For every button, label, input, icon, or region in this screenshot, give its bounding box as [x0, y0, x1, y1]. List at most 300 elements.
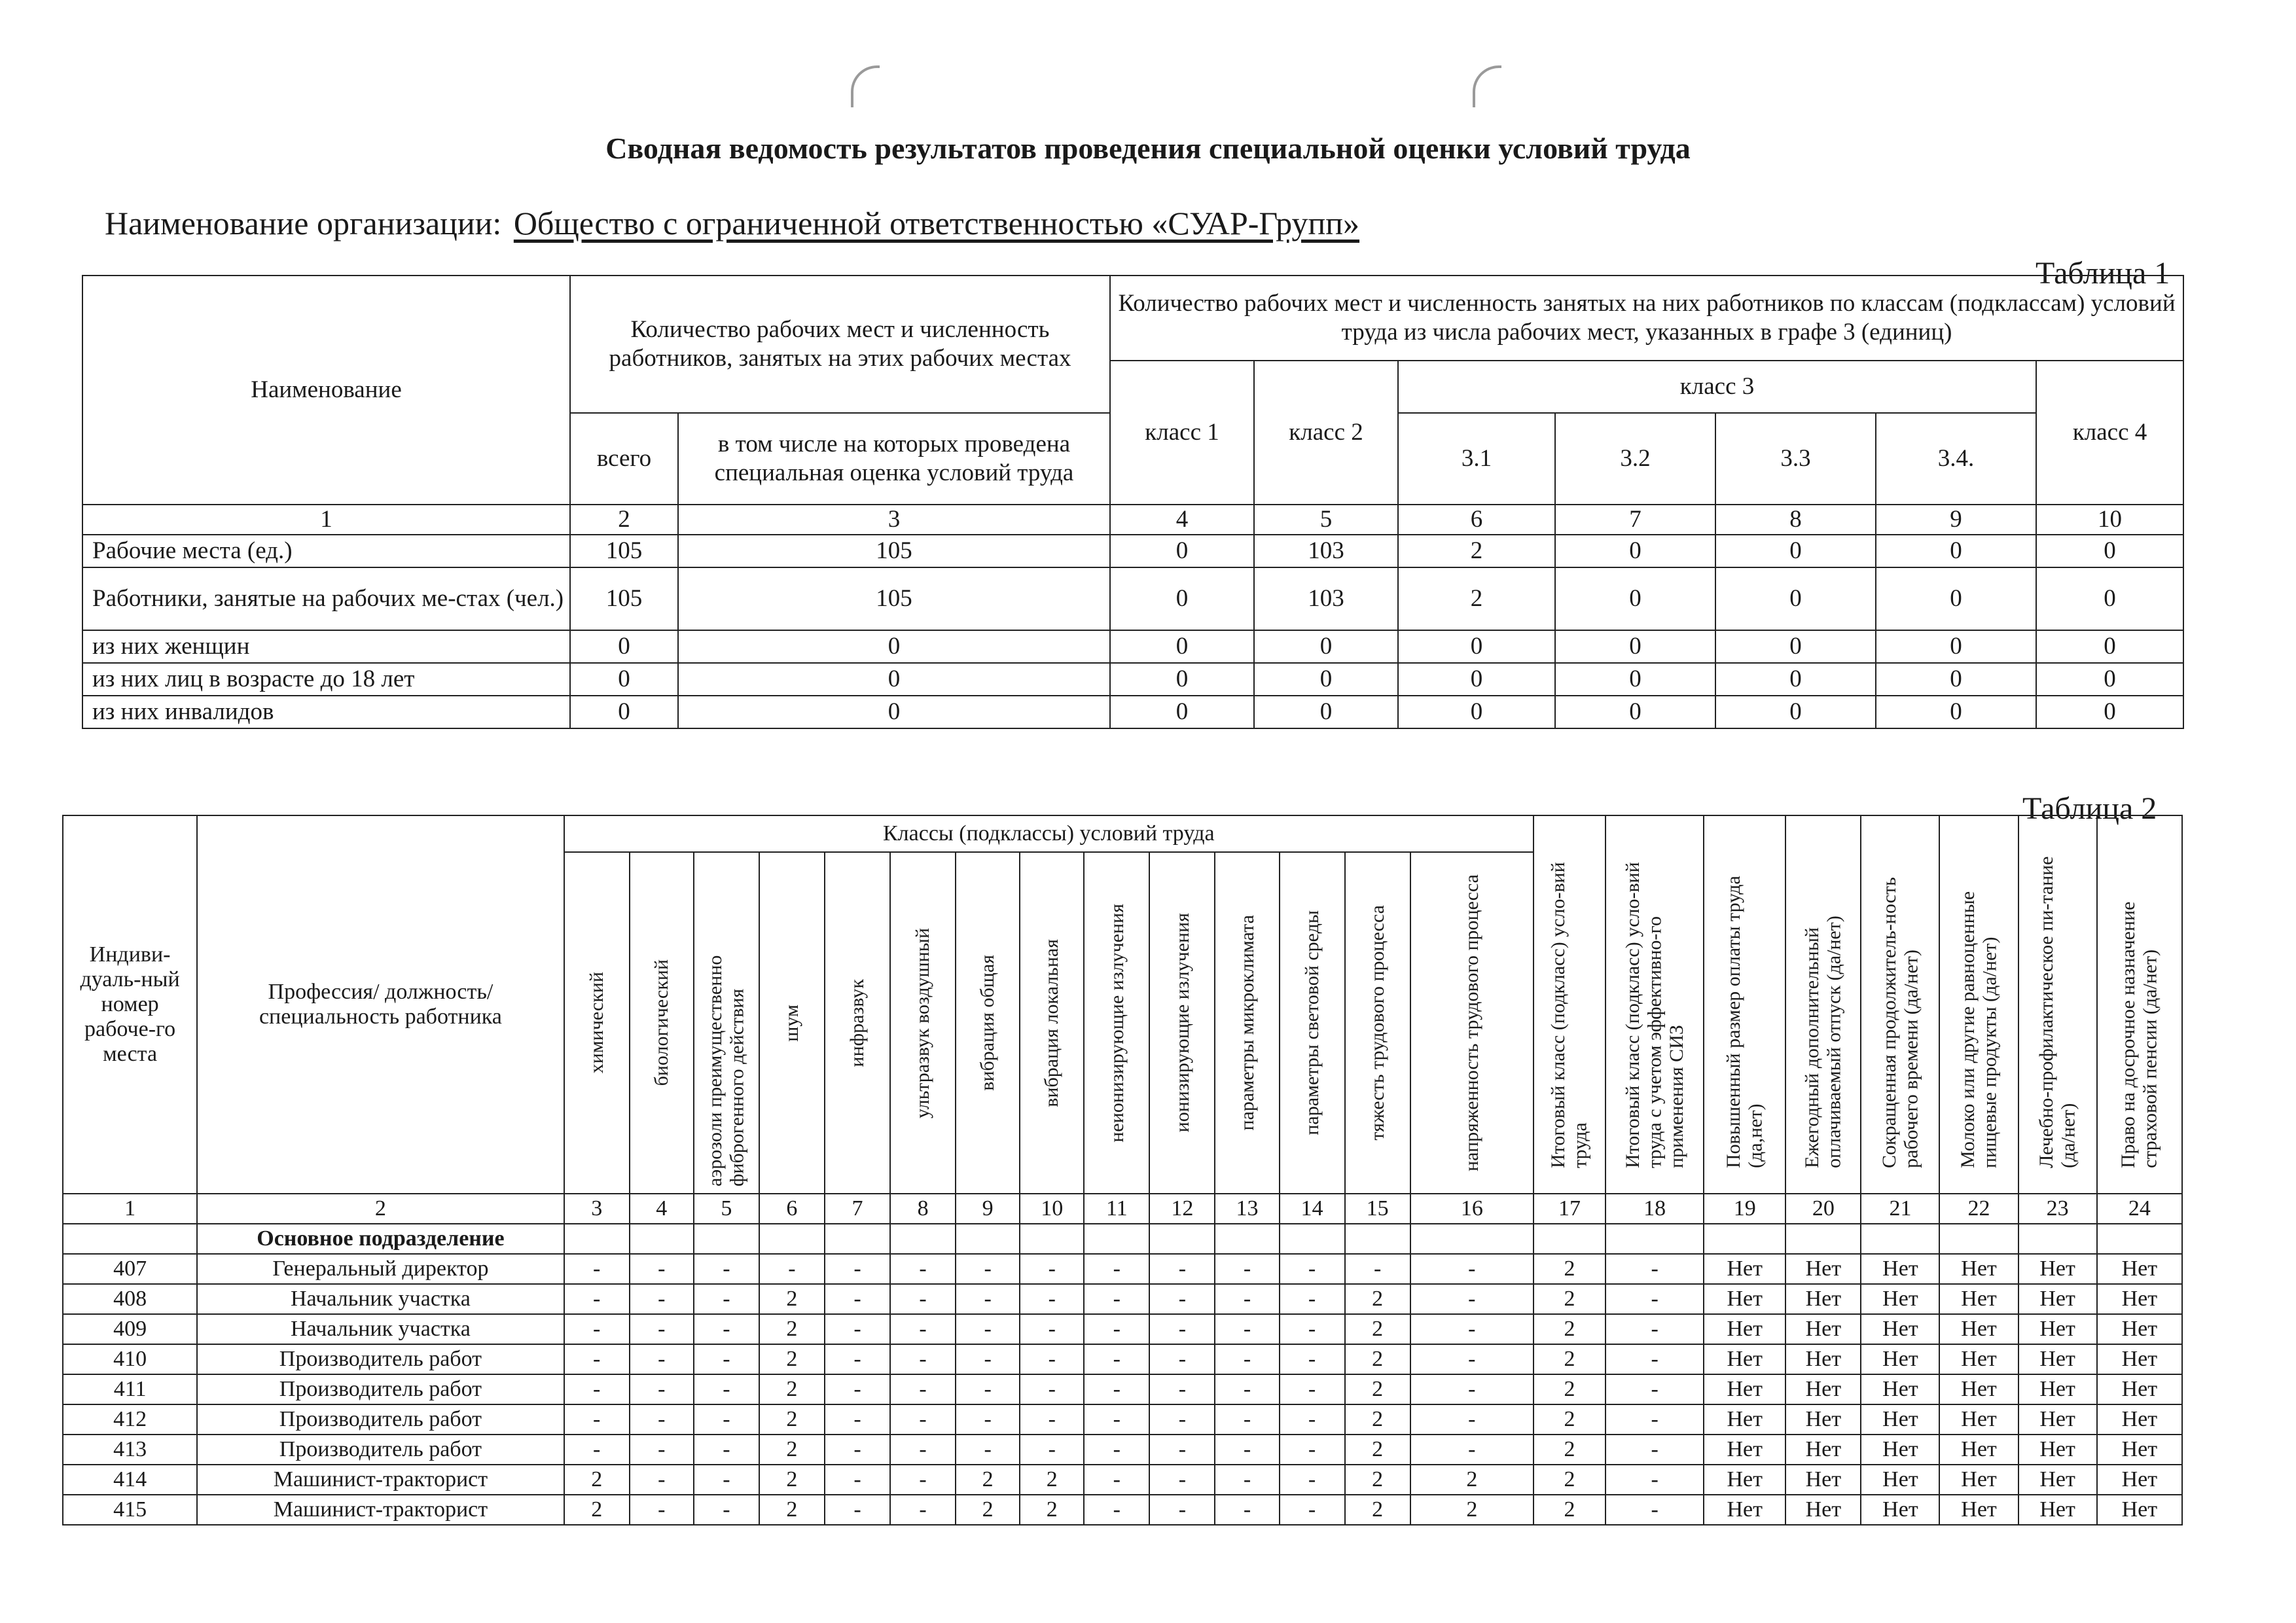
- t2-benefit: Нет: [1785, 1284, 1861, 1314]
- t2-header-benefit-wrap: [1789, 834, 1857, 1175]
- t1-cell-value: 2: [1398, 567, 1555, 630]
- t1-col-number: 5: [1254, 505, 1398, 535]
- t2-factor-class: 2: [956, 1465, 1020, 1495]
- t1-cell-value: 0: [2036, 535, 2183, 567]
- t1-cell-value: 0: [1398, 663, 1555, 696]
- t1-cell-value: 103: [1254, 567, 1398, 630]
- t2-header-factor-wrap: [633, 853, 691, 1193]
- t1-col-number: 6: [1398, 505, 1555, 535]
- t2-factor-class: -: [956, 1314, 1020, 1344]
- t2-header-factor-text: неионизирующие излучения: [1105, 903, 1128, 1143]
- t2-benefit: Нет: [2097, 1284, 2182, 1314]
- t2-header-factor-text: тяжесть трудового процесса: [1366, 905, 1388, 1141]
- t2-final-class-siz: -: [1605, 1435, 1704, 1465]
- t1-header-sub34: 3.4.: [1876, 413, 2036, 505]
- t2-factor-class: 2: [759, 1435, 825, 1465]
- t2-benefit: Нет: [1861, 1344, 1939, 1374]
- t2-final-class: 2: [1534, 1404, 1605, 1435]
- t2-workplace-id: 411: [63, 1374, 197, 1404]
- t1-cell-value: 0: [1555, 696, 1715, 728]
- t2-factor-class: -: [890, 1374, 956, 1404]
- t2-benefit: Нет: [2018, 1404, 2097, 1435]
- t2-factor-class: -: [890, 1495, 956, 1525]
- t2-workplace-id: 407: [63, 1254, 197, 1284]
- t1-cell-value: 0: [570, 630, 678, 663]
- t2-section-title: Основное подразделение: [197, 1224, 564, 1254]
- t2-col-number: 4: [630, 1194, 694, 1224]
- t1-cell-value: 0: [1876, 696, 2036, 728]
- t1-cell-value: 0: [1555, 663, 1715, 696]
- t2-workplace-id: 412: [63, 1404, 197, 1435]
- t2-benefit: Нет: [1939, 1435, 2018, 1465]
- t2-factor-class: -: [694, 1435, 759, 1465]
- t2-factor-class: -: [1215, 1495, 1279, 1525]
- t2-benefit: Нет: [1704, 1404, 1785, 1435]
- t2-profession: Производитель работ: [197, 1404, 564, 1435]
- t2-benefit: Нет: [2097, 1465, 2182, 1495]
- t1-row-label: из них инвалидов: [82, 696, 570, 728]
- t1-cell-value: 0: [2036, 663, 2183, 696]
- t2-factor-class: -: [1020, 1374, 1084, 1404]
- t2-factor-class: -: [1020, 1404, 1084, 1435]
- t1-cell-value: 0: [1876, 535, 2036, 567]
- t2-benefit: Нет: [2097, 1404, 2182, 1435]
- t1-row-label: Рабочие места (ед.): [82, 535, 570, 567]
- t2-header-benefit: [2018, 815, 2097, 1194]
- t2-benefit: Нет: [2097, 1254, 2182, 1284]
- t1-cell-value: 103: [1254, 535, 1398, 567]
- t1-header-class1: класс 1: [1110, 361, 1254, 505]
- t2-header-benefit: [1939, 815, 2018, 1194]
- t1-cell-value: 0: [1398, 630, 1555, 663]
- t2-factor-class: 2: [1345, 1404, 1410, 1435]
- t2-workplace-id: 408: [63, 1284, 197, 1314]
- t2-factor-class: -: [825, 1435, 890, 1465]
- t2-factor-class: -: [1149, 1435, 1215, 1465]
- t1-cell-value: 0: [2036, 567, 2183, 630]
- t2-factor-class: -: [630, 1404, 694, 1435]
- t2-header-factor: [1149, 852, 1215, 1194]
- t2-header-factor-text: химический: [585, 972, 607, 1074]
- t2-factor-class: -: [825, 1404, 890, 1435]
- t2-factor-class: -: [759, 1254, 825, 1284]
- t2-benefit: Нет: [1939, 1314, 2018, 1344]
- t2-factor-class: -: [1410, 1314, 1534, 1344]
- t2-factor-class: -: [956, 1404, 1020, 1435]
- t2-benefit: Нет: [1861, 1284, 1939, 1314]
- t2-header-final-class-text: Итоговый класс (подкласс) усло-вий труда: [1547, 862, 1592, 1168]
- t1-row-label: из них лиц в возрасте до 18 лет: [82, 663, 570, 696]
- t2-header-factor-text: шум: [781, 1004, 803, 1042]
- t1-col-number: 7: [1555, 505, 1715, 535]
- t1-cell-value: 2: [1398, 535, 1555, 567]
- t2-factor-class: -: [564, 1344, 630, 1374]
- t1-header-sub33: 3.3: [1715, 413, 1876, 505]
- t2-workplace-id: 409: [63, 1314, 197, 1344]
- t2-profession: Производитель работ: [197, 1344, 564, 1374]
- t1-cell-value: 0: [1715, 663, 1876, 696]
- t2-col-number: 24: [2097, 1194, 2182, 1224]
- t2-header-factor-text: биологический: [650, 959, 672, 1086]
- t2-header-id: Индиви-дуаль-ный номер рабоче-го места: [63, 815, 197, 1194]
- t2-factor-class: -: [694, 1374, 759, 1404]
- t1-cell-value: 0: [1715, 567, 1876, 630]
- t2-factor-class: 2: [1020, 1495, 1084, 1525]
- t2-factor-class: -: [1084, 1404, 1149, 1435]
- t2-factor-class: -: [1084, 1495, 1149, 1525]
- t1-cell-value: 0: [1110, 630, 1254, 663]
- t1-cell-value: 0: [1555, 567, 1715, 630]
- t2-benefit: Нет: [2018, 1344, 2097, 1374]
- t2-col-number: 9: [956, 1194, 1020, 1224]
- t1-header-name: Наименование: [82, 276, 570, 505]
- t2-final-class: 2: [1534, 1284, 1605, 1314]
- t2-factor-class: -: [825, 1284, 890, 1314]
- t1-row: [82, 663, 2183, 696]
- t1-col-number: 4: [1110, 505, 1254, 535]
- t2-header-factor-wrap: [893, 853, 952, 1193]
- t1-header-workplaces-group: Количество рабочих мест и численность работников, занятых на этих рабочих местах: [570, 276, 1110, 413]
- t1-cell-value: 0: [678, 696, 1110, 728]
- t2-benefit: Нет: [1861, 1435, 1939, 1465]
- t1-header-class4: класс 4: [2036, 361, 2183, 505]
- t1-cell-value: 0: [1876, 630, 2036, 663]
- t2-benefit: Нет: [1861, 1254, 1939, 1284]
- t1-cell-value: 0: [1715, 535, 1876, 567]
- t2-final-class-siz: -: [1605, 1254, 1704, 1284]
- t2-factor-class: -: [1410, 1344, 1534, 1374]
- t1-cell-value: 0: [1254, 630, 1398, 663]
- punch-hole-mark-right: [1473, 65, 1501, 107]
- t1-row-label: Работники, занятые на рабочих ме-стах (чел.): [82, 567, 570, 630]
- t2-header-factor-text: инфразвук: [846, 978, 869, 1067]
- t2-factor-class: -: [630, 1495, 694, 1525]
- t2-header-benefit-text: Повышенный размер оплаты труда (да,нет): [1723, 876, 1767, 1168]
- t2-header-benefit: [1861, 815, 1939, 1194]
- t2-benefit: Нет: [1861, 1374, 1939, 1404]
- t2-factor-class: -: [956, 1284, 1020, 1314]
- t2-col-number: 10: [1020, 1194, 1084, 1224]
- t2-header-benefit: [1704, 815, 1785, 1194]
- t2-factor-class: -: [1020, 1314, 1084, 1344]
- t2-row: [63, 1344, 2182, 1374]
- t2-final-class-siz: -: [1605, 1314, 1704, 1344]
- t2-factor-class: -: [1215, 1254, 1279, 1284]
- t2-header-factor-wrap: [697, 853, 756, 1193]
- t2-factor-class: -: [890, 1344, 956, 1374]
- t1-header-class2: класс 2: [1254, 361, 1398, 505]
- t2-header-factor-text: аэрозоли преимущественно фиброгенного действия: [704, 955, 748, 1186]
- t2-header-factor-wrap: [567, 853, 626, 1193]
- t2-factor-class: 2: [1345, 1374, 1410, 1404]
- t2-header-final-class-siz-text: Итоговый класс (подкласс) усло-вий труда с учетом эффективно-го применения СИЗ: [1621, 862, 1687, 1168]
- t2-factor-class: -: [825, 1465, 890, 1495]
- t1-cell-value: 0: [1110, 663, 1254, 696]
- t2-header-benefit-wrap: [1707, 834, 1782, 1175]
- organization-line: [105, 204, 1359, 242]
- t2-benefit: Нет: [2097, 1495, 2182, 1525]
- t2-header-benefit-wrap: [1864, 834, 1936, 1175]
- t2-factor-class: -: [1084, 1465, 1149, 1495]
- t2-benefit: Нет: [2018, 1314, 2097, 1344]
- t2-factor-class: -: [1084, 1314, 1149, 1344]
- t2-factor-class: 2: [759, 1465, 825, 1495]
- t2-header-factor-text: напряженность трудового процесса: [1461, 874, 1483, 1171]
- t2-col-number: 17: [1534, 1194, 1605, 1224]
- t1-cell-value: 0: [1254, 663, 1398, 696]
- t2-factor-class: 2: [1345, 1465, 1410, 1495]
- t2-factor-class: -: [1345, 1254, 1410, 1284]
- t2-benefit: Нет: [1861, 1465, 1939, 1495]
- t2-benefit: Нет: [1785, 1374, 1861, 1404]
- t1-cell-value: 0: [1876, 663, 2036, 696]
- t2-factor-class: -: [564, 1374, 630, 1404]
- t2-header-factor-wrap: [1153, 853, 1211, 1193]
- t2-final-class-siz: -: [1605, 1495, 1704, 1525]
- t2-header-factor: [1020, 852, 1084, 1194]
- t2-header-benefit-text: Молоко или другие равноценные пищевые продукты (да/нет): [1956, 891, 2001, 1168]
- t2-header-factor-text: ультразвук воздушный: [912, 927, 934, 1118]
- t1-cell-value: 0: [1555, 630, 1715, 663]
- t2-final-class-siz: -: [1605, 1284, 1704, 1314]
- t2-header-factor: [890, 852, 956, 1194]
- t2-header-benefit-text: Лечебно-профилактическое пи-тание (да/нет): [2036, 856, 2079, 1168]
- t2-factor-class: -: [630, 1465, 694, 1495]
- t2-factor-class: 2: [1410, 1465, 1534, 1495]
- t2-factor-class: -: [956, 1435, 1020, 1465]
- t2-factor-class: -: [630, 1374, 694, 1404]
- t2-benefit: Нет: [1785, 1314, 1861, 1344]
- t2-factor-class: -: [1280, 1495, 1345, 1525]
- t2-final-class: 2: [1534, 1254, 1605, 1284]
- t2-factor-class: -: [825, 1374, 890, 1404]
- t2-benefit: Нет: [2018, 1435, 2097, 1465]
- t2-factor-class: 2: [1020, 1465, 1084, 1495]
- t1-col-number: 1: [82, 505, 570, 535]
- t2-factor-class: 2: [759, 1284, 825, 1314]
- t2-benefit: Нет: [1785, 1344, 1861, 1374]
- t2-factor-class: -: [1410, 1404, 1534, 1435]
- t2-factor-class: 2: [956, 1495, 1020, 1525]
- t2-col-number: 2: [197, 1194, 564, 1224]
- t2-factor-class: -: [1084, 1435, 1149, 1465]
- t2-factor-class: 2: [1410, 1495, 1534, 1525]
- t2-factor-class: -: [1149, 1495, 1215, 1525]
- t2-header-benefit-wrap: [1943, 834, 2015, 1175]
- t2-row: [63, 1284, 2182, 1314]
- t2-factor-class: -: [694, 1465, 759, 1495]
- t2-factor-class: -: [1280, 1404, 1345, 1435]
- t2-factor-class: -: [694, 1254, 759, 1284]
- t2-row: [63, 1404, 2182, 1435]
- t2-benefit: Нет: [1704, 1344, 1785, 1374]
- t2-factor-class: 2: [759, 1404, 825, 1435]
- t2-header-factor-text: вибрация локальная: [1041, 938, 1063, 1107]
- t1-cell-value: 0: [2036, 696, 2183, 728]
- t2-factor-class: -: [825, 1495, 890, 1525]
- t2-factor-class: -: [1149, 1404, 1215, 1435]
- organization-name: Общество с ограниченной ответственностью «СУАР-Групп»: [513, 205, 1360, 241]
- t2-header-factor-wrap: [1283, 853, 1342, 1193]
- t2-benefit: Нет: [1939, 1404, 2018, 1435]
- t1-cell-value: 105: [678, 567, 1110, 630]
- t2-factor-class: -: [1280, 1374, 1345, 1404]
- t2-header-benefit: [1785, 815, 1861, 1194]
- t2-benefit: Нет: [1704, 1374, 1785, 1404]
- t2-factor-class: -: [694, 1314, 759, 1344]
- t2-header-factor-text: ионизирующие излучения: [1171, 913, 1193, 1133]
- t1-cell-value: 0: [1254, 696, 1398, 728]
- t1-row: [82, 696, 2183, 728]
- t2-col-number: 15: [1345, 1194, 1410, 1224]
- t2-col-number: 20: [1785, 1194, 1861, 1224]
- t2-col-number: 22: [1939, 1194, 2018, 1224]
- t1-cell-value: 0: [1110, 567, 1254, 630]
- t1-header-total: всего: [570, 413, 678, 505]
- t2-factor-class: -: [825, 1254, 890, 1284]
- t2-header-benefit: [2097, 815, 2182, 1194]
- t2-benefit: Нет: [1785, 1465, 1861, 1495]
- t2-profession: Начальник участка: [197, 1314, 564, 1344]
- t2-factor-class: -: [1215, 1374, 1279, 1404]
- t2-final-class: 2: [1534, 1465, 1605, 1495]
- t2-header-factor-wrap: [828, 853, 887, 1193]
- t2-col-number: 16: [1410, 1194, 1534, 1224]
- t2-col-number: 1: [63, 1194, 197, 1224]
- t2-benefit: Нет: [1939, 1254, 2018, 1284]
- t2-header-final-class-wrap: [1537, 834, 1602, 1175]
- t1-row: [82, 630, 2183, 663]
- t2-row: [63, 1495, 2182, 1525]
- t2-header-final-class-siz: [1605, 815, 1704, 1194]
- t1-cell-value: 0: [1715, 696, 1876, 728]
- t2-column-numbers: [63, 1194, 2182, 1224]
- t2-profession: Машинист-тракторист: [197, 1495, 564, 1525]
- t2-header-factor-wrap: [1348, 853, 1407, 1193]
- t2-header-factor: [564, 852, 630, 1194]
- t2-factor-class: 2: [759, 1314, 825, 1344]
- t2-factor-class: -: [890, 1465, 956, 1495]
- t2-col-number: 23: [2018, 1194, 2097, 1224]
- t2-factor-class: -: [564, 1314, 630, 1344]
- t2-factor-class: 2: [759, 1495, 825, 1525]
- t2-header-factor: [1345, 852, 1410, 1194]
- t1-cell-value: 105: [570, 535, 678, 567]
- t2-factor-class: -: [630, 1435, 694, 1465]
- t1-row: [82, 535, 2183, 567]
- table1-caption: Таблица 1: [2036, 256, 2170, 291]
- t2-factor-class: -: [956, 1344, 1020, 1374]
- t1-col-number: 2: [570, 505, 678, 535]
- t1-cell-value: 0: [2036, 630, 2183, 663]
- t2-benefit: Нет: [1861, 1495, 1939, 1525]
- t2-workplace-id: 414: [63, 1465, 197, 1495]
- t2-header-factor: [1215, 852, 1279, 1194]
- t2-factor-class: -: [564, 1404, 630, 1435]
- t1-cell-value: 0: [1110, 535, 1254, 567]
- t2-factor-class: -: [1280, 1465, 1345, 1495]
- t2-final-class-siz: -: [1605, 1465, 1704, 1495]
- t2-benefit: Нет: [1939, 1374, 2018, 1404]
- t2-header-factor-text: параметры микроклимата: [1236, 915, 1258, 1131]
- t2-header-factor: [825, 852, 890, 1194]
- t2-factor-class: -: [564, 1254, 630, 1284]
- t2-final-class: 2: [1534, 1314, 1605, 1344]
- t2-factor-class: 2: [759, 1374, 825, 1404]
- t2-col-number: 6: [759, 1194, 825, 1224]
- t2-benefit: Нет: [2097, 1344, 2182, 1374]
- t2-factor-class: 2: [759, 1344, 825, 1374]
- t2-benefit: Нет: [1861, 1314, 1939, 1344]
- t2-header-profession: Профессия/ должность/ специальность работника: [197, 815, 564, 1194]
- t2-final-class: 2: [1534, 1344, 1605, 1374]
- t2-final-class: 2: [1534, 1495, 1605, 1525]
- t2-factor-class: -: [1410, 1435, 1534, 1465]
- t2-factor-class: -: [825, 1344, 890, 1374]
- t2-factor-class: -: [1149, 1314, 1215, 1344]
- t2-factor-class: -: [630, 1284, 694, 1314]
- t2-factor-class: -: [1410, 1284, 1534, 1314]
- t2-factor-class: -: [890, 1254, 956, 1284]
- t2-final-class: 2: [1534, 1435, 1605, 1465]
- t2-col-number: 14: [1280, 1194, 1345, 1224]
- t1-cell-value: 0: [1398, 696, 1555, 728]
- t2-benefit: Нет: [1785, 1254, 1861, 1284]
- t2-factor-class: -: [1410, 1374, 1534, 1404]
- t2-factor-class: -: [1215, 1344, 1279, 1374]
- t2-factor-class: -: [1410, 1254, 1534, 1284]
- t1-header-sub31: 3.1: [1398, 413, 1555, 505]
- t2-profession: Машинист-тракторист: [197, 1465, 564, 1495]
- t2-benefit: Нет: [2097, 1374, 2182, 1404]
- t2-col-number: 21: [1861, 1194, 1939, 1224]
- t2-benefit: Нет: [2018, 1465, 2097, 1495]
- t2-benefit: Нет: [2018, 1495, 2097, 1525]
- t2-benefit: Нет: [2097, 1314, 2182, 1344]
- t2-factor-class: -: [1149, 1465, 1215, 1495]
- t2-profession: Начальник участка: [197, 1284, 564, 1314]
- t2-factor-class: -: [694, 1344, 759, 1374]
- t1-header-sub32: 3.2: [1555, 413, 1715, 505]
- t2-benefit: Нет: [1704, 1284, 1785, 1314]
- summary-table-1: [82, 275, 2184, 729]
- t1-row-label: из них женщин: [82, 630, 570, 663]
- t2-header-benefit-text: Сокращенная продолжитель-ность рабочего времени (да/нет): [1878, 877, 1922, 1168]
- t2-benefit: Нет: [1939, 1284, 2018, 1314]
- t2-factor-class: -: [956, 1254, 1020, 1284]
- t2-factor-class: -: [1280, 1344, 1345, 1374]
- document-title: Сводная ведомость результатов проведения специальной оценки условий труда: [605, 132, 1691, 165]
- t1-column-numbers: [82, 505, 2183, 535]
- t2-col-number: 19: [1704, 1194, 1785, 1224]
- t2-col-number: 3: [564, 1194, 630, 1224]
- t2-factor-class: -: [1020, 1435, 1084, 1465]
- t2-benefit: Нет: [2097, 1435, 2182, 1465]
- t1-col-number: 8: [1715, 505, 1876, 535]
- t2-header-factor: [630, 852, 694, 1194]
- t2-header-factor-wrap: [1218, 853, 1276, 1193]
- t2-factor-class: -: [564, 1435, 630, 1465]
- t2-header-factor: [956, 852, 1020, 1194]
- t1-cell-value: 105: [678, 535, 1110, 567]
- t2-final-class: 2: [1534, 1374, 1605, 1404]
- t2-factor-class: -: [1215, 1284, 1279, 1314]
- t2-benefit: Нет: [1704, 1254, 1785, 1284]
- t2-factor-class: -: [825, 1314, 890, 1344]
- t1-col-number: 10: [2036, 505, 2183, 535]
- t1-col-number: 9: [1876, 505, 2036, 535]
- t2-header-factor-wrap: [1087, 853, 1146, 1193]
